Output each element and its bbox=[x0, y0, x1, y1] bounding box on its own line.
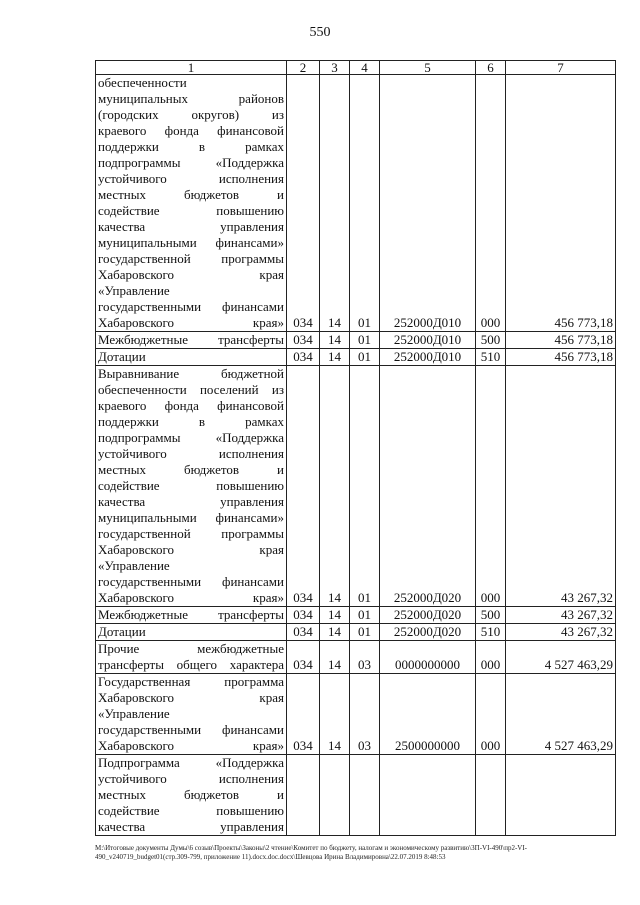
row-value-cell-6: 000 bbox=[476, 366, 506, 607]
row-value-cell-7: 43 267,32 bbox=[506, 607, 616, 624]
header-cell: 1 bbox=[96, 61, 287, 75]
row-name-line: качества управления bbox=[98, 819, 284, 834]
row-value-cell-5: 0000000000 bbox=[380, 641, 476, 674]
row-value-cell-7: 456 773,18 bbox=[506, 332, 616, 349]
row-value-cell-4: 01 bbox=[350, 366, 380, 607]
row-value-cell-5: 252000Д010 bbox=[380, 349, 476, 366]
row-name-line: Хабаровского края» bbox=[98, 738, 284, 753]
row-name-cell bbox=[96, 332, 287, 349]
row-value-cell-4: 01 bbox=[350, 75, 380, 332]
row-name-line: местных бюджетов и bbox=[98, 462, 284, 477]
row-value-cell-2: 034 bbox=[287, 607, 320, 624]
row-name-line: Государственная программа bbox=[98, 674, 284, 689]
row-value-cell-6: 000 bbox=[476, 75, 506, 332]
row-name-line: качества управления bbox=[98, 494, 284, 509]
page-number: 550 bbox=[309, 25, 331, 40]
footer-line: M:\Итоговые документы Думы\6 созыв\Проекты\Законы\2 чтение\Комитет по бюджету, налогам и экономическому развитию\3П-VI-490\пр2-VI- bbox=[95, 844, 527, 852]
row-value-cell-2: 034 bbox=[287, 641, 320, 674]
footer-line: 490_v240719_budget01(стр.309-799, приложение 11).docx.doc.docx\Шевцова Ирина Владимировна\22.07.2019 8:48:53 bbox=[95, 853, 446, 861]
row-name-line: обеспеченности поселений из bbox=[98, 382, 284, 397]
row-value-cell-4: 01 bbox=[350, 349, 380, 366]
row-value-cell-5: 252000Д020 bbox=[380, 366, 476, 607]
row-value-cell-3: 14 bbox=[320, 332, 350, 349]
row-name-line: устойчивого исполнения bbox=[98, 771, 284, 786]
row-value-cell-2: 034 bbox=[287, 674, 320, 755]
row-name-line: государственной программы bbox=[98, 251, 284, 266]
row-name-line: Хабаровского края bbox=[98, 542, 284, 557]
row-name-line: Хабаровского края bbox=[98, 690, 284, 705]
row-name-line: качества управления bbox=[98, 219, 284, 234]
row-name-line: «Управление bbox=[98, 283, 170, 298]
row-name-line: муниципальных районов bbox=[98, 91, 284, 106]
header-cell: 3 bbox=[320, 61, 350, 75]
header-cell: 4 bbox=[350, 61, 380, 75]
table-row bbox=[96, 75, 616, 332]
row-value-cell-3 bbox=[320, 755, 350, 836]
row-value-cell-4 bbox=[350, 755, 380, 836]
row-value-cell-5: 2500000000 bbox=[380, 674, 476, 755]
row-value-cell-2: 034 bbox=[287, 75, 320, 332]
row-value-cell-3: 14 bbox=[320, 674, 350, 755]
row-value-cell-5 bbox=[380, 755, 476, 836]
row-value-cell-2: 034 bbox=[287, 366, 320, 607]
row-name-line: государственной программы bbox=[98, 526, 284, 541]
table-row bbox=[96, 674, 616, 755]
row-name-line: Дотации bbox=[98, 624, 146, 639]
row-value-cell-6 bbox=[476, 755, 506, 836]
row-value-cell-6: 500 bbox=[476, 332, 506, 349]
row-name-line: Хабаровского края» bbox=[98, 315, 284, 330]
row-name-line: Выравнивание бюджетной bbox=[98, 366, 284, 381]
row-name-line: местных бюджетов и bbox=[98, 187, 284, 202]
header-cell: 5 bbox=[380, 61, 476, 75]
header-cell: 7 bbox=[506, 61, 616, 75]
row-value-cell-7: 43 267,32 bbox=[506, 624, 616, 641]
row-value-cell-3: 14 bbox=[320, 641, 350, 674]
row-name-line: государственными финансами bbox=[98, 299, 284, 314]
row-name-line: «Управление bbox=[98, 706, 170, 721]
row-value-cell-2 bbox=[287, 755, 320, 836]
table-row bbox=[96, 624, 616, 641]
row-value-cell-6: 500 bbox=[476, 607, 506, 624]
row-value-cell-7: 43 267,32 bbox=[506, 366, 616, 607]
row-name-line: краевого фонда финансовой bbox=[98, 398, 284, 413]
row-name-cell bbox=[96, 641, 287, 674]
row-value-cell-3: 14 bbox=[320, 349, 350, 366]
row-value-cell-6: 510 bbox=[476, 349, 506, 366]
row-name-line: Межбюджетные трансферты bbox=[98, 332, 284, 347]
row-name-line: государственными финансами bbox=[98, 722, 284, 737]
row-value-cell-3: 14 bbox=[320, 75, 350, 332]
header-cell: 2 bbox=[287, 61, 320, 75]
row-name-line: местных бюджетов и bbox=[98, 787, 284, 802]
row-value-cell-3: 14 bbox=[320, 607, 350, 624]
row-name-line: поддержки в рамках bbox=[98, 414, 284, 429]
row-name-cell bbox=[96, 366, 287, 607]
row-name-cell bbox=[96, 607, 287, 624]
row-name-cell bbox=[96, 674, 287, 755]
row-name-line: содействие повышению bbox=[98, 803, 284, 818]
row-name-line: подпрограммы «Поддержка bbox=[98, 430, 284, 445]
row-name-line: «Управление bbox=[98, 558, 170, 573]
row-value-cell-2: 034 bbox=[287, 332, 320, 349]
row-value-cell-7: 456 773,18 bbox=[506, 349, 616, 366]
row-value-cell-4: 01 bbox=[350, 332, 380, 349]
row-value-cell-5: 252000Д010 bbox=[380, 332, 476, 349]
row-name-cell bbox=[96, 755, 287, 836]
row-value-cell-4: 01 bbox=[350, 607, 380, 624]
table-row bbox=[96, 755, 616, 836]
table-row bbox=[96, 349, 616, 366]
row-value-cell-4: 01 bbox=[350, 624, 380, 641]
row-name-line: поддержки в рамках bbox=[98, 139, 284, 154]
table-row bbox=[96, 607, 616, 624]
row-value-cell-3: 14 bbox=[320, 624, 350, 641]
row-value-cell-7 bbox=[506, 755, 616, 836]
row-name-cell bbox=[96, 624, 287, 641]
row-value-cell-2: 034 bbox=[287, 624, 320, 641]
header-cell: 6 bbox=[476, 61, 506, 75]
row-name-cell bbox=[96, 349, 287, 366]
row-name-line: государственными финансами bbox=[98, 574, 284, 589]
row-value-cell-4: 03 bbox=[350, 641, 380, 674]
row-name-line: Хабаровского края» bbox=[98, 590, 284, 605]
row-value-cell-5: 252000Д020 bbox=[380, 607, 476, 624]
row-name-line: Хабаровского края bbox=[98, 267, 284, 282]
row-value-cell-3: 14 bbox=[320, 366, 350, 607]
row-name-line: Дотации bbox=[98, 349, 146, 364]
budget-table bbox=[95, 60, 616, 836]
row-name-line: Межбюджетные трансферты bbox=[98, 607, 284, 622]
row-value-cell-4: 03 bbox=[350, 674, 380, 755]
row-name-line: обеспеченности bbox=[98, 75, 187, 90]
table-row bbox=[96, 366, 616, 607]
row-name-line: краевого фонда финансовой bbox=[98, 123, 284, 138]
row-name-line: устойчивого исполнения bbox=[98, 171, 284, 186]
row-value-cell-7: 456 773,18 bbox=[506, 75, 616, 332]
row-name-line: содействие повышению bbox=[98, 203, 284, 218]
row-value-cell-5: 252000Д020 bbox=[380, 624, 476, 641]
row-name-cell bbox=[96, 75, 287, 332]
table-row bbox=[96, 332, 616, 349]
row-name-line: трансферты общего характера bbox=[98, 657, 284, 672]
table-row bbox=[96, 641, 616, 674]
row-value-cell-5: 252000Д010 bbox=[380, 75, 476, 332]
row-value-cell-7: 4 527 463,29 bbox=[506, 674, 616, 755]
table-header-row bbox=[96, 61, 616, 75]
row-value-cell-6: 000 bbox=[476, 641, 506, 674]
row-name-line: Подпрограмма «Поддержка bbox=[98, 755, 284, 770]
row-name-line: (городских округов) из bbox=[98, 107, 284, 122]
row-value-cell-2: 034 bbox=[287, 349, 320, 366]
row-name-line: муниципальными финансами» bbox=[98, 510, 284, 525]
row-value-cell-6: 000 bbox=[476, 674, 506, 755]
row-name-line: Прочие межбюджетные bbox=[98, 641, 284, 656]
row-value-cell-6: 510 bbox=[476, 624, 506, 641]
row-name-line: муниципальными финансами» bbox=[98, 235, 284, 250]
row-name-line: устойчивого исполнения bbox=[98, 446, 284, 461]
row-value-cell-7: 4 527 463,29 bbox=[506, 641, 616, 674]
table-body bbox=[96, 75, 616, 836]
row-name-line: содействие повышению bbox=[98, 478, 284, 493]
row-name-line: подпрограммы «Поддержка bbox=[98, 155, 284, 170]
document-path-footer bbox=[95, 844, 615, 862]
